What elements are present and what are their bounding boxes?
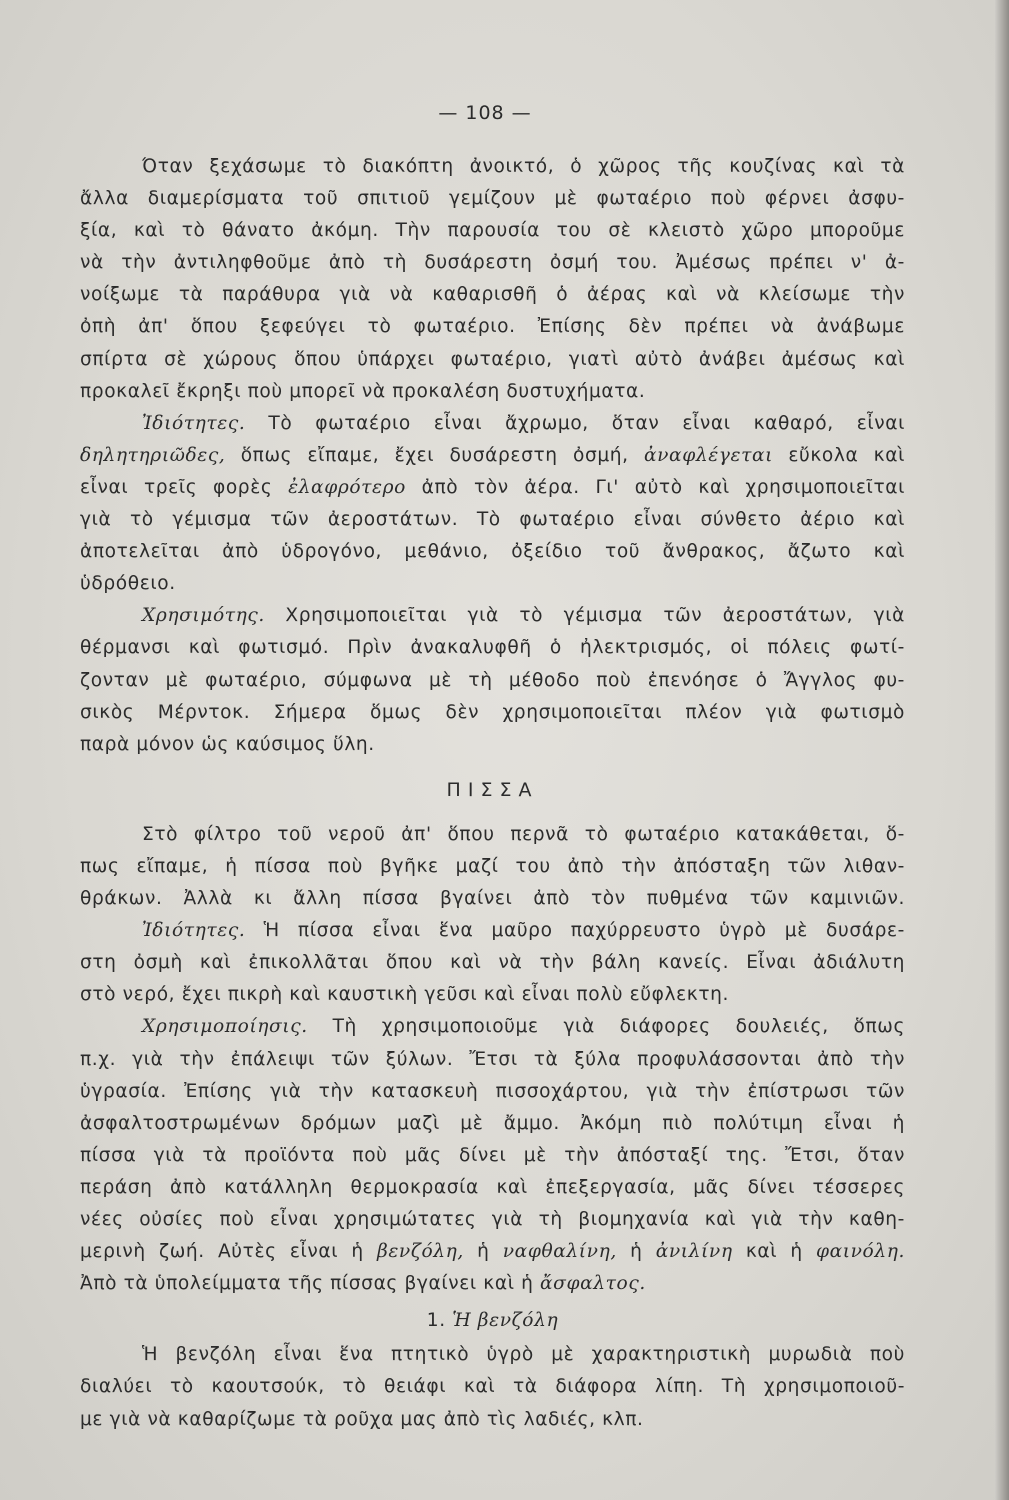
text-line: νοίξωμε τὰ παράθυρα γιὰ νὰ καθαρισθῆ ὁ ἀέρας καὶ νὰ κλείσωμε τὴν	[80, 284, 905, 306]
subheading-title: Ἡ βενζόλη	[452, 1310, 559, 1332]
subsection-label: Χρησιμότης.	[142, 605, 265, 627]
italic-term: βενζόλη,	[376, 1241, 464, 1263]
text-line: στὸ νερό, ἔχει πικρὴ καὶ καυστικὴ γεῦσι καὶ εἶναι πολὺ εὔφλεκτη.	[80, 984, 730, 1006]
text-line: πίσσα γιὰ τὰ προϊόντα ποὺ μᾶς δίνει μὲ τὴν ἀπόσταξί της. Ἔτσι, ὅταν	[80, 1144, 905, 1166]
text-line: ξία, καὶ τὸ θάνατο ἀκόμη. Τὴν παρουσία του σὲ κλειστὸ χῶρο μποροῦμε	[80, 220, 905, 242]
text-line: νὰ τὴν ἀντιληφθοῦμε ἀπὸ τὴ δυσάρεστη ὀσμή του. Ἀμέσως πρέπει ν' ἀ-	[80, 252, 905, 274]
text-line: νέες οὐσίες ποὺ εἶναι χρησιμώτατες γιὰ τὴ βιομηχανία καὶ γιὰ τὴν καθη-	[80, 1209, 905, 1230]
paragraph-tar-properties	[80, 915, 905, 1011]
section-title: ΠΙΣΣΑ	[446, 778, 539, 801]
text-line: ὑγρασία. Ἐπίσης γιὰ τὴν κατασκευὴ πισσοχάρτου, γιὰ τὴν ἐπίστρωσι τῶν	[80, 1080, 905, 1102]
italic-term: ἀνιλίνη	[655, 1241, 733, 1263]
text-line: Όταν ξεχάσωμε τὸ διακόπτη ἀνοικτό, ὁ χῶρος τῆς κουζίνας καὶ τὰ	[142, 156, 905, 177]
text-line: ἀποτελεῖται ἀπὸ ὑδρογόνο, μεθάνιο, ὀξείδιο τοῦ ἄνθρακος, ἄζωτο καὶ	[80, 541, 905, 563]
text-line	[80, 440, 905, 472]
subsection-label: Ἰδιότητες.	[142, 412, 246, 434]
text-line	[80, 1011, 905, 1043]
paragraph-gas-leak	[80, 151, 905, 408]
text-fragment: ἀπὸ τὸν ἀέρα. Γι' αὐτὸ καὶ χρησιμοποιεῖται	[421, 476, 905, 498]
text-line: ἄλλα διαμερίσματα τοῦ σπιτιοῦ γεμίζουν μὲ φωταέριο ποὺ φέρνει ἀσφυ-	[80, 188, 905, 210]
text-line	[80, 915, 905, 947]
italic-term: ναφθαλίνη,	[502, 1241, 617, 1263]
page-binding-edge	[995, 0, 1009, 1500]
subsection-label: Ἰδιότητες.	[142, 920, 246, 942]
text-fragment: ὅπως εἴπαμε, ἔχει δυσάρεστη ὀσμή,	[240, 444, 629, 466]
text-line: π.χ. γιὰ τὴν ἐπάλειψι τῶν ξύλων. Ἔτσι τὰ ξύλα προφυλάσσονται ἀπὸ τὴν	[80, 1048, 905, 1070]
text-fragment: μερινὴ ζωή. Αὐτὲς εἶναι ἡ	[80, 1241, 364, 1263]
text-line: περάση ἀπὸ κατάλληλη θερμοκρασία καὶ ἐπεξεργασία, μᾶς δίνει τέσσερες	[80, 1176, 905, 1198]
text-line: ὑδρόθειο.	[80, 573, 176, 595]
subheading-benzene	[80, 1305, 905, 1337]
italic-term: ἀναφλέγεται	[643, 444, 774, 466]
text-fragment: καὶ ἡ	[745, 1241, 803, 1263]
text-line: Στὸ φίλτρο τοῦ νεροῦ ἀπ' ὅπου περνᾶ τὸ φωταέριο κατακάθεται, ὅ-	[142, 823, 905, 845]
text-fragment: Τὸ φωταέριο εἶναι ἄχρωμο, ὅταν εἶναι καθαρό, εἶναι	[268, 412, 905, 434]
text-line: πως εἴπαμε, ἡ πίσσα ποὺ βγῆκε μαζί του ἀπὸ τὴν ἀπόσταξη τῶν λιθαν-	[80, 855, 905, 877]
text-fragment: Τὴ χρησιμοποιοῦμε γιὰ διάφορες δουλειές, ὅπως	[332, 1016, 905, 1038]
text-line: σικὸς Μέρντοκ. Σήμερα ὅμως δὲν χρησιμοποιεῖται πλέον γιὰ φωτισμὸ	[80, 701, 905, 723]
page-number: — 108 —	[438, 102, 532, 124]
paragraph-gas-uses	[80, 600, 905, 760]
subheading-number: 1.	[426, 1310, 446, 1332]
text-line: θέρμανσι καὶ φωτισμό. Πρὶν ἀνακαλυφθῆ ὁ ἠλεκτρισμός, οἱ πόλεις φωτί-	[80, 637, 905, 659]
text-line: με γιὰ νὰ καθαρίζωμε τὰ ροῦχα μας ἀπὸ τὶς λαδιές, κλπ.	[80, 1408, 644, 1430]
paragraph-tar-uses	[80, 1011, 905, 1300]
text-line: γιὰ τὸ γέμισμα τῶν ἀεροστάτων. Τὸ φωταέριο εἶναι σύνθετο ἀέριο καὶ	[80, 509, 905, 531]
text-fragment: Ἀπὸ τὰ ὑπολείμματα τῆς πίσσας βγαίνει καὶ ἡ	[80, 1273, 534, 1295]
text-fragment: εἶναι τρεῖς φορὲς	[80, 476, 273, 498]
italic-term: φαινόλη.	[815, 1241, 905, 1263]
paragraph-tar-origin	[80, 819, 905, 915]
text-line: ὀπὴ ἀπ' ὅπου ξεφεύγει τὸ φωταέριο. Ἐπίσης δὲν πρέπει νὰ ἀνάβωμε	[80, 316, 905, 338]
text-line: στη ὀσμὴ καὶ ἐπικολλᾶται ὅπου καὶ νὰ τὴν βάλη κανείς. Εἶναι ἀδιάλυτη	[80, 952, 905, 974]
text-line: παρὰ μόνον ὡς καύσιμος ὕλη.	[80, 733, 375, 755]
text-fragment: Ἡ πίσσα εἶναι ἕνα μαῦρο παχύρρευστο ὑγρὸ μὲ δυσάρε-	[263, 920, 905, 942]
text-fragment: ἡ	[630, 1241, 643, 1263]
subsection-label: Χρησιμοποίησις.	[142, 1016, 308, 1038]
italic-term: ἐλαφρότερο	[288, 476, 406, 498]
text-fragment: Χρησιμοποιεῖται γιὰ τὸ γέμισμα τῶν ἀεροστάτων, γιὰ	[285, 605, 905, 627]
italic-term: ἄσφαλτος.	[540, 1273, 646, 1295]
italic-term: δηλητηριῶδες,	[80, 444, 226, 466]
text-fragment: ἡ	[477, 1241, 490, 1263]
text-line: ζονταν μὲ φωταέριο, σύμφωνα μὲ τὴ μέθοδο ποὺ ἐπενόησε ὁ Ἄγγλος φυ-	[80, 669, 905, 691]
text-line: προκαλεῖ ἔκρηξι ποὺ μπορεῖ νὰ προκαλέση δυστυχήματα.	[80, 380, 646, 402]
text-line	[80, 408, 905, 440]
text-line	[80, 1268, 905, 1300]
text-line: Ἡ βενζόλη εἶναι ἕνα πτητικὸ ὑγρὸ μὲ χαρακτηριστικὴ μυρωδιὰ ποὺ	[142, 1344, 905, 1366]
text-line: ἀσφαλτοστρωμένων δρόμων μαζὶ μὲ ἄμμο. Ἀκόμη πιὸ πολύτιμη εἶναι ἡ	[80, 1112, 905, 1134]
paragraph-benzene	[80, 1339, 905, 1435]
text-line: θράκων. Ἀλλὰ κι ἄλλη πίσσα βγαίνει ἀπὸ τὸν πυθμένα τῶν καμινιῶν.	[80, 888, 905, 910]
page-body	[80, 151, 905, 1436]
text-fragment: εὔκολα καὶ	[788, 444, 905, 466]
text-line	[80, 600, 905, 632]
text-line	[80, 472, 905, 504]
text-line: διαλύει τὸ καουτσούκ, τὸ θειάφι καὶ τὰ διάφορα λίπη. Τὴ χρησιμοποιοῦ-	[80, 1376, 905, 1398]
text-line: σπίρτα σὲ χώρους ὅπου ὑπάρχει φωταέριο, γιατὶ αὐτὸ ἀνάβει ἀμέσως καὶ	[80, 348, 905, 370]
text-line	[80, 1236, 905, 1268]
paragraph-gas-properties	[80, 408, 905, 601]
